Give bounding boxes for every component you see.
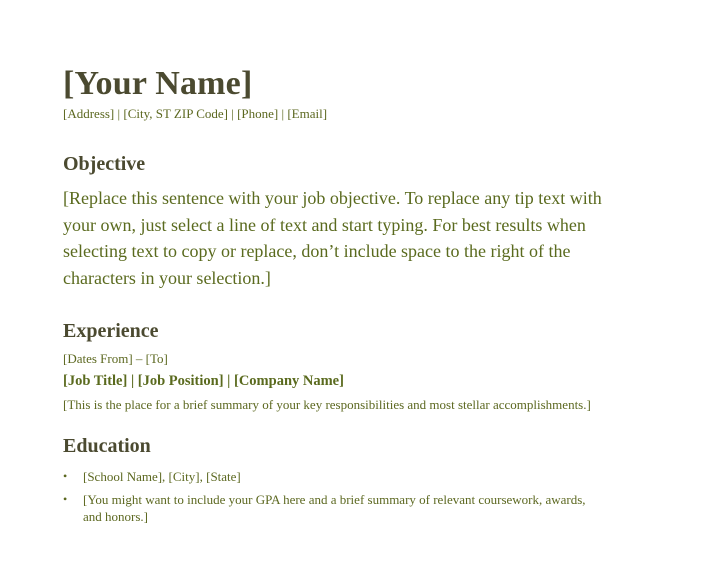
education-item-text: [You might want to include your GPA here and a brief summary of relevant coursework, awards, and honors.] xyxy=(83,492,586,524)
education-list xyxy=(63,468,663,525)
objective-heading[interactable]: Objective xyxy=(63,153,146,175)
resume-document xyxy=(63,64,663,531)
bullet-icon: • xyxy=(63,469,68,483)
experience-summary[interactable]: [This is the place for a brief summary of your key responsibilities and most stellar accomplishments.] xyxy=(63,397,591,412)
education-item-details[interactable] xyxy=(63,491,593,525)
experience-dates[interactable]: [Dates From] – [To] xyxy=(63,351,168,366)
bullet-icon: • xyxy=(63,492,68,506)
objective-text[interactable]: [Replace this sentence with your job objective. To replace any tip text with your own, just select a line of text and start typing. For best results when selecting text to copy or replace, don’t include space to the right of the characters in your selection.] xyxy=(63,188,602,288)
name-heading[interactable]: [Your Name] xyxy=(63,65,253,102)
contact-line[interactable]: [Address] | [City, ST ZIP Code] | [Phone] | [Email] xyxy=(63,106,328,121)
experience-heading[interactable]: Experience xyxy=(63,320,159,342)
education-item-text: [School Name], [City], [State] xyxy=(83,469,241,484)
education-item-school[interactable] xyxy=(63,468,593,485)
job-title-line[interactable]: [Job Title] | [Job Position] | [Company Name] xyxy=(63,373,344,389)
education-heading[interactable]: Education xyxy=(63,435,151,457)
